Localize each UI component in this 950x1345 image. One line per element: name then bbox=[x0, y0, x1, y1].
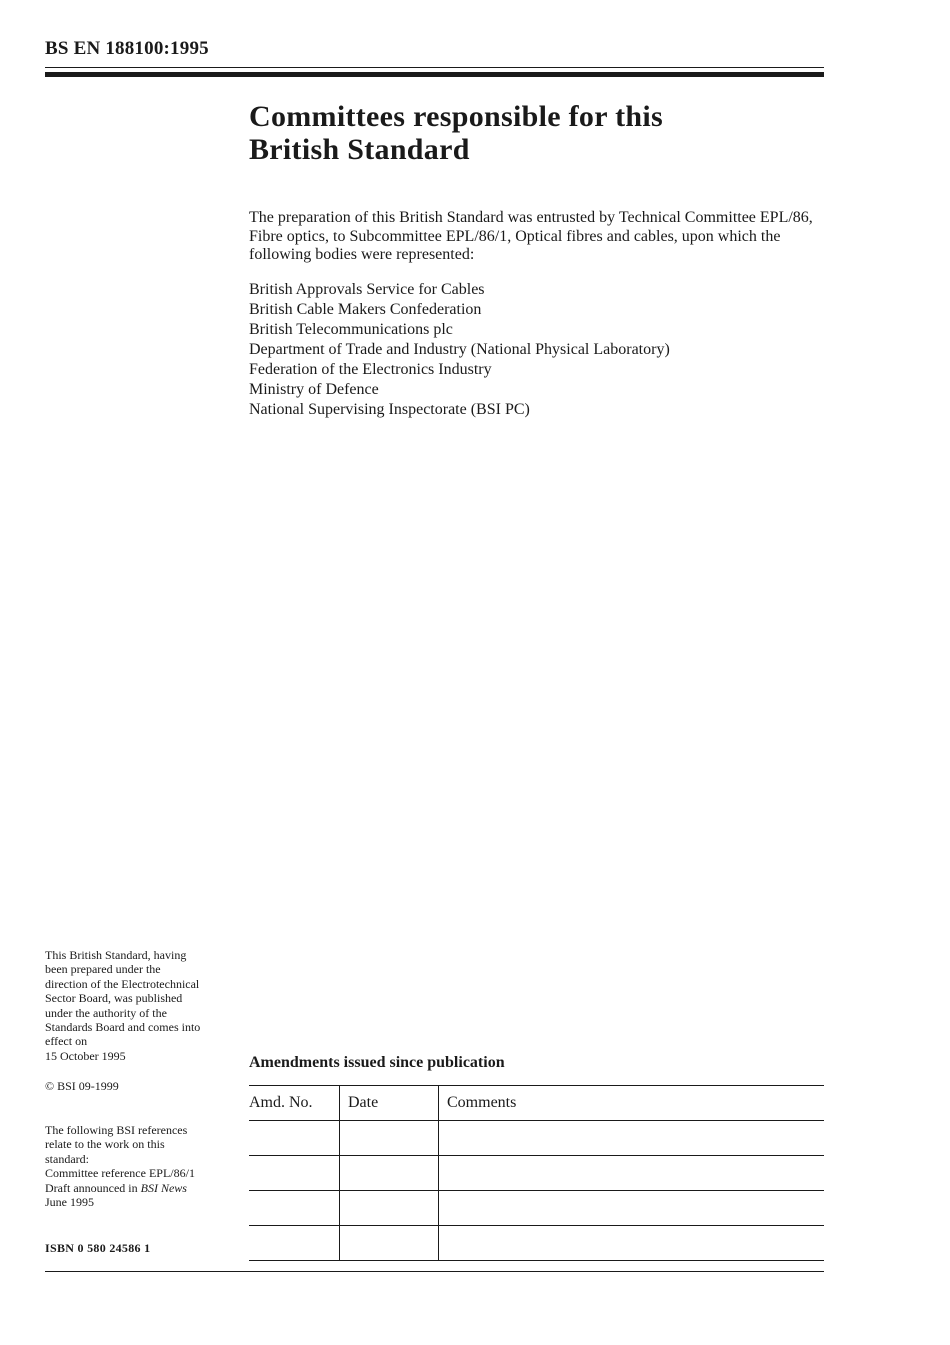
table-cell bbox=[340, 1156, 439, 1191]
document-id: BS EN 188100:1995 bbox=[45, 38, 209, 59]
statement-line: under the authority of the bbox=[45, 1005, 167, 1020]
draft-date: June 1995 bbox=[45, 1195, 94, 1210]
isbn: ISBN 0 580 24586 1 bbox=[45, 1241, 151, 1255]
references-line: standard: bbox=[45, 1151, 89, 1166]
list-item: Department of Trade and Industry (National Physical Laboratory) bbox=[249, 341, 670, 358]
list-item: Ministry of Defence bbox=[249, 381, 379, 398]
table-cell bbox=[249, 1156, 340, 1191]
table-cell bbox=[249, 1191, 340, 1226]
table-row bbox=[249, 1121, 824, 1156]
references-line: The following BSI references bbox=[45, 1123, 188, 1137]
table-cell bbox=[340, 1121, 439, 1156]
references-line: relate to the work on this bbox=[45, 1137, 165, 1152]
publication-statement bbox=[45, 948, 245, 1063]
table-row bbox=[249, 1191, 824, 1226]
footer-rule bbox=[45, 1271, 824, 1272]
copyright-text: © BSI 09-1999 bbox=[45, 1079, 119, 1093]
header-thin-rule bbox=[45, 67, 824, 68]
statement-line: effect on bbox=[45, 1034, 88, 1049]
table-cell bbox=[439, 1191, 825, 1226]
amendments-table bbox=[249, 1085, 824, 1261]
table-header-row bbox=[249, 1086, 824, 1121]
committee-reference: Committee reference EPL/86/1 bbox=[45, 1166, 195, 1181]
page-title bbox=[249, 100, 809, 166]
column-header-date: Date bbox=[340, 1086, 439, 1121]
table-cell bbox=[249, 1121, 340, 1156]
list-item: Federation of the Electronics Industry bbox=[249, 361, 492, 378]
intro-paragraph: The preparation of this British Standard was entrusted by Technical Committee EPL/86, Fibre optics, to Subcommittee EPL/86/1, Optical fibres and cables, upon which the following bodies were represented: bbox=[249, 209, 813, 263]
statement-line: Standards Board and comes into bbox=[45, 1020, 201, 1035]
table-cell bbox=[340, 1226, 439, 1261]
effective-date: 15 October 1995 bbox=[45, 1048, 126, 1063]
statement-line: been prepared under the bbox=[45, 962, 161, 977]
bsi-references bbox=[45, 1123, 245, 1209]
table-cell bbox=[439, 1156, 825, 1191]
list-item: British Approvals Service for Cables bbox=[249, 281, 485, 298]
table-cell bbox=[340, 1191, 439, 1226]
draft-journal: BSI News bbox=[140, 1180, 187, 1195]
header-thick-rule bbox=[45, 72, 824, 77]
table-cell bbox=[439, 1121, 825, 1156]
page-title-line-2: British Standard bbox=[249, 133, 470, 166]
statement-line: This British Standard, having bbox=[45, 948, 187, 962]
column-header-comments: Comments bbox=[439, 1086, 825, 1121]
statement-line: Sector Board, was published bbox=[45, 991, 183, 1006]
table-row bbox=[249, 1156, 824, 1191]
copyright-notice bbox=[45, 1079, 245, 1093]
represented-bodies-list bbox=[249, 280, 670, 420]
list-item: British Telecommunications plc bbox=[249, 321, 453, 338]
column-header-amd-no: Amd. No. bbox=[249, 1086, 340, 1121]
table-row bbox=[249, 1226, 824, 1261]
page-title-line-1: Committees responsible for this bbox=[249, 100, 663, 133]
list-item: British Cable Makers Confederation bbox=[249, 301, 482, 318]
table-cell bbox=[249, 1226, 340, 1261]
table-cell bbox=[439, 1226, 825, 1261]
amendments-heading: Amendments issued since publication bbox=[249, 1054, 505, 1071]
list-item: National Supervising Inspectorate (BSI PC) bbox=[249, 401, 530, 418]
statement-line: direction of the Electrotechnical bbox=[45, 976, 200, 991]
draft-prefix: Draft announced in bbox=[45, 1180, 141, 1195]
draft-announcement bbox=[45, 1181, 245, 1195]
